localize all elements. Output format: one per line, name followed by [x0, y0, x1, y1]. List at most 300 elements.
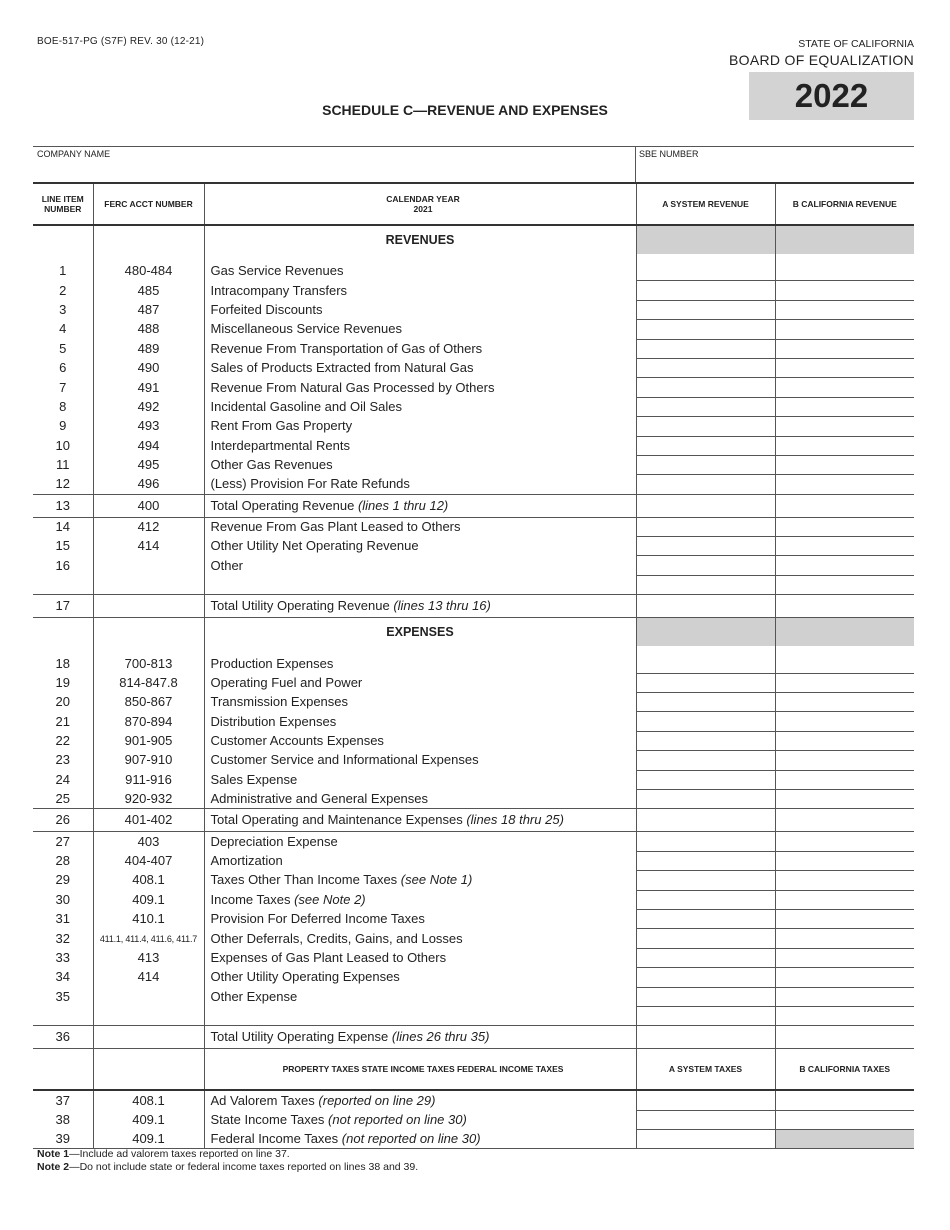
- california-amount-field[interactable]: [775, 436, 914, 455]
- tax-type-header-text: PROPERTY TAXES STATE INCOME TAXES FEDERAL INCOME TAXES: [282, 1064, 564, 1075]
- california-revenue-header-text: B CALIFORNIA REVENUE: [792, 199, 897, 209]
- system-amount-field[interactable]: [636, 693, 775, 712]
- line-number: [33, 654, 93, 673]
- california-amount-field[interactable]: [775, 929, 914, 948]
- ferc-account-text: 408.1: [132, 1092, 165, 1108]
- california-amount-field[interactable]: [775, 654, 914, 673]
- system-amount-field[interactable]: [636, 1026, 775, 1049]
- ferc-account: [93, 320, 204, 339]
- line-number: [33, 475, 93, 494]
- ferc-account-text: 496: [137, 476, 160, 492]
- line-description: [204, 693, 636, 712]
- line-number: [33, 397, 93, 416]
- line-description: [204, 832, 636, 851]
- line-description-note: (not reported on line 30): [341, 1131, 481, 1146]
- ferc-account-text: 850-867: [124, 694, 173, 710]
- line-number-text: 24: [55, 771, 70, 787]
- ferc-account: [93, 832, 204, 851]
- california-amount-field[interactable]: [775, 575, 914, 594]
- line-number: [33, 281, 93, 300]
- california-amount-field[interactable]: [775, 300, 914, 319]
- system-amount-field[interactable]: [636, 455, 775, 474]
- line-description: [204, 673, 636, 692]
- line-description: [204, 417, 636, 436]
- table-row: [33, 1090, 914, 1110]
- california-amount-field[interactable]: [775, 556, 914, 575]
- ferc-account-text: 410.1: [132, 911, 165, 927]
- year-box: 2022: [749, 72, 914, 120]
- california-amount-field[interactable]: [775, 871, 914, 890]
- ferc-account: [93, 494, 204, 517]
- ferc-account: [93, 929, 204, 948]
- line-number: [33, 1006, 93, 1025]
- line-description-note: (see Note 2): [294, 891, 366, 907]
- line-number: [33, 693, 93, 712]
- ferc-account-text: 414: [137, 538, 160, 554]
- table-row: [33, 537, 914, 556]
- line-description-note: (lines 1 thru 12): [357, 497, 449, 513]
- line-description: [204, 281, 636, 300]
- system-amount-field[interactable]: [636, 929, 775, 948]
- ferc-account: [93, 556, 204, 575]
- line-description: [204, 320, 636, 339]
- system-amount-field[interactable]: [636, 1090, 775, 1110]
- line-description: [204, 537, 636, 556]
- line-number-text: 28: [55, 852, 70, 868]
- ferc-account-text: 494: [137, 437, 160, 453]
- line-number: [33, 1130, 93, 1149]
- line-number-text: 34: [55, 969, 70, 985]
- table-row: [33, 281, 914, 300]
- line-number: [33, 417, 93, 436]
- ferc-account: [93, 1006, 204, 1025]
- table-row: [33, 475, 914, 494]
- table-row: [33, 1026, 914, 1049]
- ferc-account-text: 414: [137, 969, 160, 985]
- line-number: [33, 320, 93, 339]
- table-row: [33, 731, 914, 750]
- line-description-text: Distribution Expenses: [210, 713, 337, 729]
- line-number: [33, 890, 93, 909]
- california-amount-field[interactable]: [775, 851, 914, 870]
- california-amount-field[interactable]: [775, 494, 914, 517]
- line-number: [33, 1090, 93, 1110]
- california-amount-field[interactable]: [775, 1090, 914, 1110]
- line-number: [33, 378, 93, 397]
- line-description: [204, 654, 636, 673]
- system-amount-field[interactable]: [636, 731, 775, 750]
- california-amount-field[interactable]: [775, 751, 914, 770]
- line-number: [33, 789, 93, 808]
- ferc-account-text: 491: [137, 379, 160, 395]
- ferc-account: [93, 517, 204, 536]
- system-amount-field[interactable]: [636, 537, 775, 556]
- line-number: [33, 968, 93, 987]
- line-number-text: 2: [59, 282, 67, 298]
- system-amount-field[interactable]: [636, 890, 775, 909]
- ferc-account-text: 907-910: [124, 752, 173, 768]
- california-amount-field[interactable]: [775, 339, 914, 358]
- california-amount-field[interactable]: [775, 1006, 914, 1025]
- table-row: [33, 339, 914, 358]
- ferc-account: [93, 455, 204, 474]
- line-number: [33, 770, 93, 789]
- line-number-text: 32: [55, 930, 70, 946]
- line-number: [33, 731, 93, 750]
- table-row: [33, 654, 914, 673]
- line-number-text: 18: [55, 655, 70, 671]
- ferc-account-text: 485: [137, 282, 160, 298]
- line-number-text: 23: [55, 752, 70, 768]
- shaded-cell: [636, 618, 775, 647]
- line-description: [204, 871, 636, 890]
- schedule-table: [33, 182, 914, 1149]
- note-1-text: —Include ad valorem taxes reported on line 37.: [69, 1148, 290, 1160]
- line-number-text: 33: [55, 949, 70, 965]
- ferc-account-text: 870-894: [124, 713, 173, 729]
- system-amount-field[interactable]: [636, 1130, 775, 1149]
- table-row: [33, 789, 914, 808]
- ferc-account: [93, 378, 204, 397]
- ferc-account-text: 495: [137, 457, 160, 473]
- system-taxes-header-text: A SYSTEM TAXES: [668, 1064, 743, 1075]
- california-amount-field[interactable]: [775, 358, 914, 377]
- table-row: [33, 890, 914, 909]
- board-label: BOARD OF EQUALIZATION: [729, 52, 914, 68]
- california-amount-field[interactable]: [775, 673, 914, 692]
- california-amount-field[interactable]: [775, 890, 914, 909]
- system-amount-field[interactable]: [636, 654, 775, 673]
- line-description: [204, 475, 636, 494]
- table-row: [33, 646, 914, 654]
- line-number-text: 7: [59, 379, 67, 395]
- line-number-text: 36: [55, 1029, 70, 1045]
- system-amount-field[interactable]: [636, 712, 775, 731]
- line-description: [204, 712, 636, 731]
- line-number: [33, 436, 93, 455]
- system-amount-field[interactable]: [636, 851, 775, 870]
- california-amount-field[interactable]: [775, 537, 914, 556]
- california-amount-field[interactable]: [775, 693, 914, 712]
- line-number-text: 39: [55, 1131, 70, 1146]
- ferc-account: [93, 987, 204, 1006]
- calendar-year-header-text: CALENDAR YEAR: [386, 194, 460, 204]
- system-amount-field[interactable]: [636, 397, 775, 416]
- california-amount-field[interactable]: [775, 320, 914, 339]
- system-amount-field[interactable]: [636, 556, 775, 575]
- line-number-text: 11: [56, 457, 70, 473]
- line-description: [204, 556, 636, 575]
- line-description-text: (Less) Provision For Rate Refunds: [210, 476, 410, 492]
- table-row: [33, 851, 914, 870]
- line-description-text: Other: [210, 557, 244, 573]
- ferc-account-text: 404-407: [124, 852, 173, 868]
- line-number-text: 3: [59, 301, 67, 317]
- line-number: [33, 494, 93, 517]
- table-row: [33, 948, 914, 967]
- line-description-text: Revenue From Gas Plant Leased to Others: [210, 519, 461, 535]
- line-number: [33, 851, 93, 870]
- california-amount-field[interactable]: [775, 770, 914, 789]
- line-description-text: Total Operating Revenue: [210, 497, 358, 513]
- table-row: [33, 871, 914, 890]
- line-description-text: Forfeited Discounts: [210, 301, 323, 317]
- line-description: [204, 851, 636, 870]
- section-heading: [204, 618, 636, 647]
- line-description: [204, 909, 636, 928]
- california-amount-field[interactable]: [775, 595, 914, 618]
- system-amount-field[interactable]: [636, 417, 775, 436]
- table-row: [33, 556, 914, 575]
- line-description: [204, 254, 636, 262]
- ferc-account: [93, 809, 204, 832]
- ferc-account: [93, 731, 204, 750]
- line-number: [33, 358, 93, 377]
- system-amount-field[interactable]: [636, 789, 775, 808]
- line-number-text: 16: [55, 557, 70, 573]
- ferc-account: [93, 262, 204, 281]
- line-number-text: 20: [55, 694, 70, 710]
- line-description-text: Revenue From Transportation of Gas of Others: [210, 340, 483, 356]
- system-amount-field[interactable]: [636, 300, 775, 319]
- line-description: [204, 378, 636, 397]
- line-number: [33, 1110, 93, 1129]
- ferc-account: [93, 575, 204, 594]
- table-row: [33, 673, 914, 692]
- ferc-account: [93, 475, 204, 494]
- shaded-cell: [636, 225, 775, 254]
- revenues-section: [33, 225, 914, 254]
- california-amount-field: [775, 646, 914, 654]
- ferc-account: [93, 436, 204, 455]
- system-amount-field[interactable]: [636, 517, 775, 536]
- line-description: [204, 358, 636, 377]
- line-description: [204, 948, 636, 967]
- line-number-text: 29: [55, 872, 70, 888]
- expenses-section: [33, 618, 914, 647]
- table-row: [33, 320, 914, 339]
- line-description: [204, 262, 636, 281]
- line-number-text: 5: [59, 340, 67, 356]
- line-description: [204, 731, 636, 750]
- california-amount-field[interactable]: [775, 397, 914, 416]
- system-amount-field[interactable]: [636, 751, 775, 770]
- system-amount-field[interactable]: [636, 968, 775, 987]
- system-amount-field[interactable]: [636, 595, 775, 618]
- line-description-text: Rent From Gas Property: [210, 418, 353, 434]
- table-row: [33, 397, 914, 416]
- system-amount-field[interactable]: [636, 436, 775, 455]
- ferc-account-text: 411.1, 411.4, 411.6, 411.7: [99, 933, 198, 944]
- ferc-account-text: 403: [137, 833, 160, 849]
- line-description-text: Transmission Expenses: [210, 694, 349, 710]
- shaded-cell: [775, 225, 914, 254]
- ferc-account: [93, 1090, 204, 1110]
- schedule-table-body: [33, 183, 914, 1149]
- california-amount-field[interactable]: [775, 809, 914, 832]
- line-description-text: Total Operating and Maintenance Expenses: [210, 812, 467, 828]
- system-amount-field[interactable]: [636, 673, 775, 692]
- table-row: [33, 712, 914, 731]
- ferc-account: [93, 1130, 204, 1149]
- line-description-text: Intracompany Transfers: [210, 282, 348, 298]
- california-amount-field[interactable]: [775, 262, 914, 281]
- line-number: [33, 809, 93, 832]
- ferc-account-text: 814-847.8: [119, 674, 178, 690]
- ferc-account-text: 700-813: [124, 655, 173, 671]
- california-amount-field[interactable]: [775, 968, 914, 987]
- system-amount-field[interactable]: [636, 494, 775, 517]
- ferc-account-text: 480-484: [124, 263, 173, 279]
- note-2-text: —Do not include state or federal income taxes reported on lines 38 and 39.: [69, 1161, 419, 1173]
- system-amount-field[interactable]: [636, 378, 775, 397]
- line-number-text: 35: [55, 988, 70, 1004]
- line-description-text: Other Expense: [210, 988, 298, 1004]
- california-amount-field[interactable]: [775, 475, 914, 494]
- line-description-text: Sales Expense: [210, 771, 298, 787]
- california-amount-field[interactable]: [775, 517, 914, 536]
- california-amount-field[interactable]: [775, 1110, 914, 1129]
- california-amount-field[interactable]: [775, 712, 914, 731]
- system-amount-field[interactable]: [636, 475, 775, 494]
- system-amount-field[interactable]: [636, 575, 775, 594]
- line-description: [204, 300, 636, 319]
- table-row: [33, 575, 914, 594]
- system-amount-field[interactable]: [636, 281, 775, 300]
- line-number: [33, 832, 93, 851]
- california-amount-field[interactable]: [775, 948, 914, 967]
- california-amount-field[interactable]: [775, 417, 914, 436]
- line-number: [33, 339, 93, 358]
- california-amount-field[interactable]: [775, 731, 914, 750]
- system-amount-field[interactable]: [636, 358, 775, 377]
- ferc-account-text: 412: [137, 519, 160, 535]
- line-description: [204, 1006, 636, 1025]
- line-description-text: Operating Fuel and Power: [210, 674, 363, 690]
- line-description: [204, 339, 636, 358]
- california-amount-field[interactable]: [775, 1130, 914, 1149]
- line-description: [204, 789, 636, 808]
- divider: [635, 147, 636, 184]
- line-description-text: Customer Service and Informational Expenses: [210, 752, 479, 768]
- california-amount-field[interactable]: [775, 455, 914, 474]
- note-1: [37, 1148, 418, 1161]
- system-amount-field[interactable]: [636, 1006, 775, 1025]
- line-description-note: (see Note 1): [400, 872, 473, 888]
- california-amount-field[interactable]: [775, 832, 914, 851]
- california-amount-field[interactable]: [775, 378, 914, 397]
- system-amount-field[interactable]: [636, 339, 775, 358]
- system-amount-field[interactable]: [636, 320, 775, 339]
- line-number: [33, 595, 93, 618]
- line-description-text: Incidental Gasoline and Oil Sales: [210, 398, 403, 414]
- line-number: [33, 262, 93, 281]
- system-amount-field[interactable]: [636, 832, 775, 851]
- line-description-text: Depreciation Expense: [210, 833, 338, 849]
- line-description-text: Total Utility Operating Revenue: [210, 598, 394, 614]
- ferc-account: [93, 948, 204, 967]
- line-number-text: 22: [55, 733, 70, 748]
- line-description-text: Federal Income Taxes: [210, 1131, 342, 1146]
- table-row: [33, 987, 914, 1006]
- line-number-text: 1: [59, 263, 67, 279]
- ferc-account-text: 492: [137, 398, 160, 414]
- system-amount-field[interactable]: [636, 770, 775, 789]
- ferc-account: [93, 300, 204, 319]
- system-amount-field: [636, 646, 775, 654]
- table-row: [33, 909, 914, 928]
- system-amount-field[interactable]: [636, 909, 775, 928]
- system-revenue-header: [636, 183, 775, 225]
- line-number: [33, 455, 93, 474]
- california-amount-field[interactable]: [775, 1026, 914, 1049]
- line-description-text: Other Utility Net Operating Revenue: [210, 538, 419, 554]
- system-amount-field[interactable]: [636, 987, 775, 1006]
- ferc-account: [93, 537, 204, 556]
- tax-header-row: [33, 1049, 914, 1091]
- line-number-text: 17: [55, 598, 70, 614]
- line-description: [204, 968, 636, 987]
- ferc-account: [93, 397, 204, 416]
- line-description-text: State Income Taxes: [210, 1111, 329, 1127]
- california-amount-field[interactable]: [775, 281, 914, 300]
- california-revenue-header: [775, 183, 914, 225]
- ferc-account-text: 489: [137, 340, 160, 356]
- california-amount-field: [775, 254, 914, 262]
- system-amount-field[interactable]: [636, 871, 775, 890]
- note-1-label: Note 1: [37, 1148, 70, 1160]
- line-description: [204, 929, 636, 948]
- line-number: [33, 517, 93, 536]
- system-amount-field[interactable]: [636, 262, 775, 281]
- line-description-note: (lines 13 thru 16): [393, 598, 491, 614]
- table-row: [33, 517, 914, 536]
- line-description-text: Amortization: [210, 852, 283, 868]
- line-description-text: Interdepartmental Rents: [210, 437, 350, 453]
- ferc-account-text: 409.1: [132, 1131, 165, 1146]
- line-description-text: Expenses of Gas Plant Leased to Others: [210, 949, 447, 965]
- system-amount-field[interactable]: [636, 948, 775, 967]
- california-amount-field[interactable]: [775, 909, 914, 928]
- line-number: [33, 1026, 93, 1049]
- section-heading-text: EXPENSES: [386, 625, 454, 640]
- line-number-text: 10: [55, 437, 70, 453]
- line-number-text: 27: [55, 833, 70, 849]
- california-amount-field[interactable]: [775, 987, 914, 1006]
- ferc-account: [93, 225, 204, 254]
- line-description-note: (lines 26 thru 35): [391, 1029, 490, 1045]
- table-row: [33, 358, 914, 377]
- line-number: [33, 929, 93, 948]
- column-header-row: [33, 183, 914, 225]
- line-number-text: 8: [59, 398, 67, 414]
- line-description: [204, 646, 636, 654]
- line-number: [33, 948, 93, 967]
- notes: [37, 1148, 418, 1174]
- ferc-account: [93, 712, 204, 731]
- ferc-account-text: 901-905: [124, 733, 173, 748]
- system-amount-field[interactable]: [636, 1110, 775, 1129]
- ferc-account-text: 409.1: [132, 891, 165, 907]
- ferc-account: [93, 789, 204, 808]
- line-description: [204, 575, 636, 594]
- company-row: [33, 146, 914, 183]
- system-amount-field[interactable]: [636, 809, 775, 832]
- line-description: [204, 494, 636, 517]
- california-taxes-header: [775, 1049, 914, 1091]
- line-number: [33, 871, 93, 890]
- california-amount-field[interactable]: [775, 789, 914, 808]
